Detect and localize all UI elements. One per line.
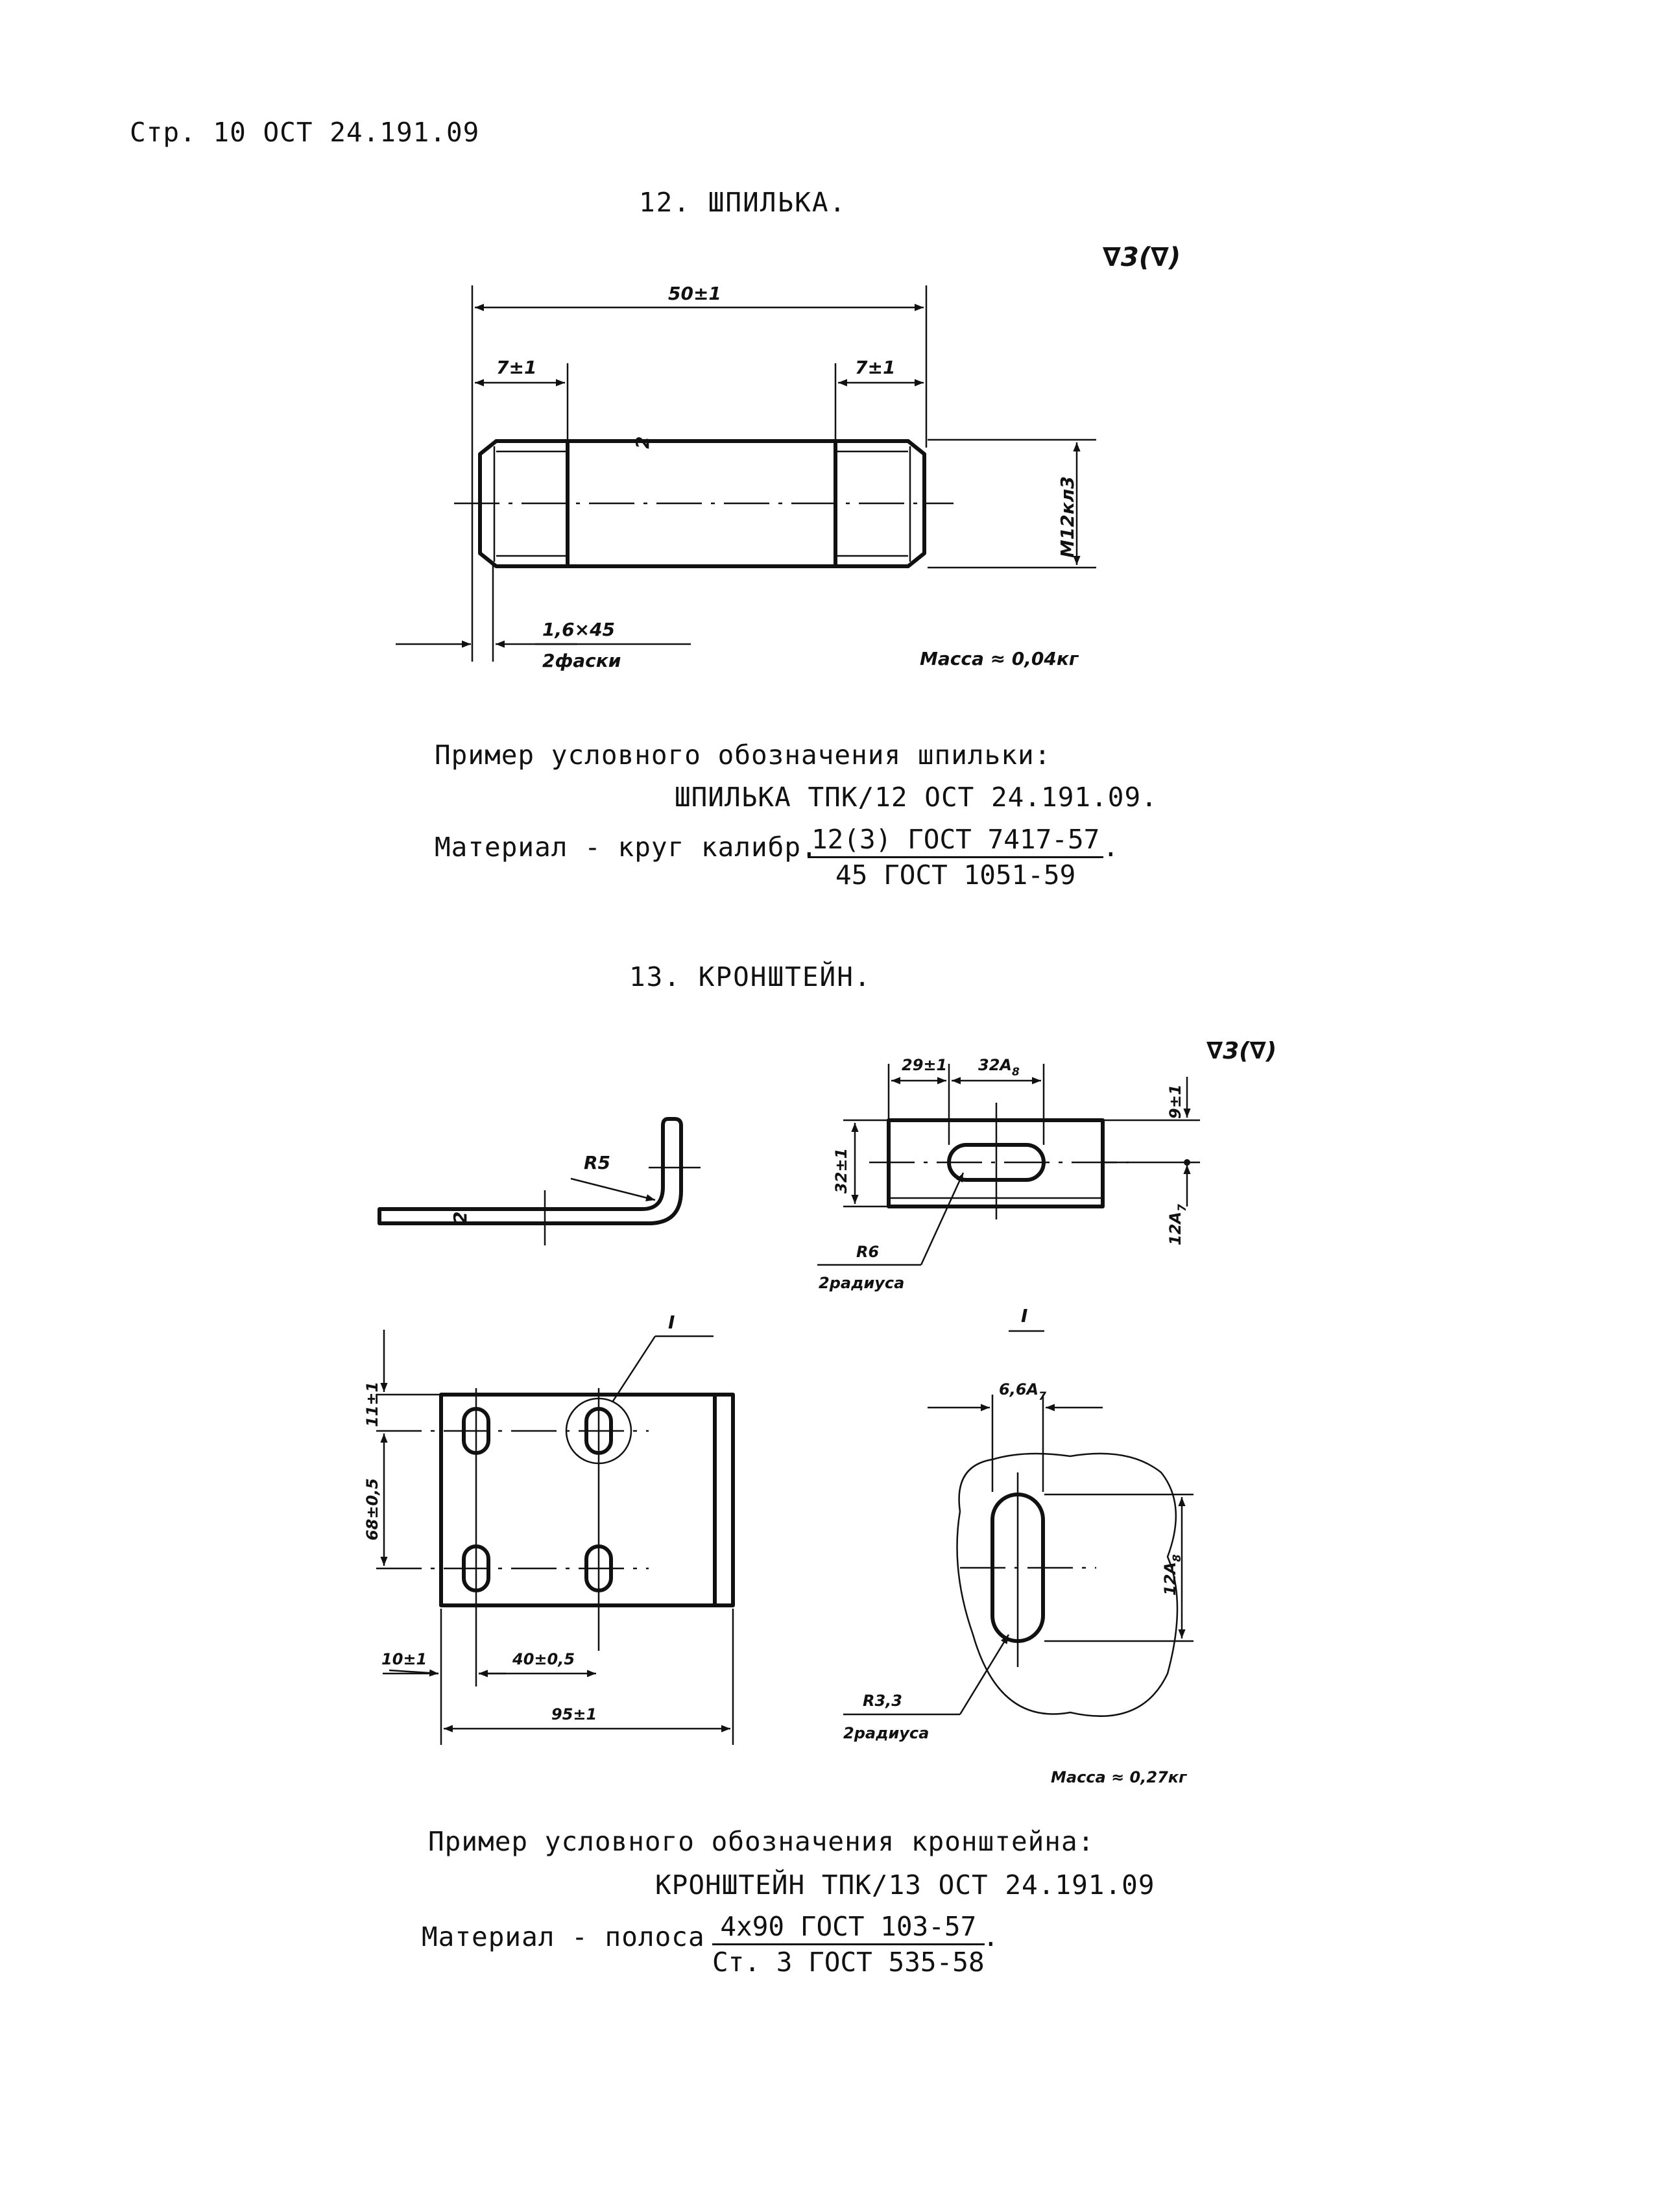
bracket-top-height: 32±1 <box>832 1147 850 1194</box>
bracket-top-radius-note: 2радиуса <box>819 1274 905 1292</box>
stud-chamfer-note: 2фаски <box>542 650 621 671</box>
stud-thread-size: M12кл3 <box>1057 476 1078 558</box>
bracket-front-width: 95±1 <box>551 1705 597 1723</box>
bracket-top-d3: 9±1 <box>1166 1084 1184 1119</box>
stud-drawing <box>396 243 1181 671</box>
stud-thread-right: 7±1 <box>855 357 896 378</box>
bracket-side-radius: R5 <box>584 1152 611 1173</box>
stud-mass: Масса ≈ 0,04кг <box>920 648 1079 669</box>
bracket-front-d-holes: 40±0,5 <box>512 1650 575 1668</box>
bracket-detail-title: I <box>1021 1305 1028 1326</box>
stud-material-numerator: 12(3) ГОСТ 7417-57 <box>808 824 1103 858</box>
bracket-detail-radius-note: 2радиуса <box>843 1724 930 1742</box>
bracket-material-denominator: Ст. 3 ГОСТ 535-58 <box>712 1947 985 1978</box>
bracket-top-d4: $12A_7$ <box>1166 1204 1189 1245</box>
stud-designation: ШПИЛЬКА ТПК/12 ОСТ 24.191.09. <box>675 782 1158 813</box>
bracket-detail-mark: I <box>668 1312 675 1333</box>
bracket-top-d2: $32A_8$ <box>978 1056 1020 1079</box>
bracket-detail-radius: R3,3 <box>863 1692 902 1710</box>
stud-material-end: . <box>1103 832 1120 863</box>
stud-length: 50±1 <box>668 283 721 304</box>
bracket-roughness: ∇3(∇) <box>1206 1038 1277 1064</box>
bracket-drawing <box>363 1038 1277 1786</box>
bracket-front-d-mid: 68±0,5 <box>363 1478 381 1541</box>
stud-chamfer: 1,6×45 <box>542 619 616 640</box>
section-12-title: 12. ШПИЛЬКА. <box>639 187 847 218</box>
bracket-material-numerator: 4x90 ГОСТ 103-57 <box>712 1911 985 1945</box>
bracket-front-d-left: 10±1 <box>381 1650 427 1668</box>
bracket-detail-length: $12A_8$ <box>1161 1554 1184 1596</box>
stud-example-label: Пример условного обозначения шпильки: <box>435 739 1051 771</box>
bracket-mass: Масса ≈ 0,27кг <box>1051 1768 1187 1786</box>
bracket-material-label: Материал - полоса <box>422 1921 705 1952</box>
stud-material-denominator: 45 ГОСТ 1051-59 <box>835 859 1076 891</box>
section-13-title: 13. КРОНШТЕЙН. <box>629 961 872 992</box>
bracket-front-d-top: 11±1 <box>363 1381 381 1427</box>
bracket-side-cut-mark: 2 <box>450 1211 471 1224</box>
stud-roughness: ∇3(∇) <box>1103 243 1181 272</box>
bracket-example-label: Пример условного обозначения кронштейна: <box>428 1826 1095 1857</box>
stud-cut-mark: 2 <box>632 436 653 449</box>
bracket-top-d1: 29±1 <box>902 1056 948 1074</box>
page-header: Стр. 10 ОСТ 24.191.09 <box>130 117 480 148</box>
bracket-material-end: . <box>983 1921 1000 1952</box>
bracket-side-view <box>379 1119 681 1223</box>
bracket-detail-outline <box>957 1454 1178 1716</box>
stud-thread-left: 7±1 <box>496 357 537 378</box>
stud-material-label: Материал - круг калибр. <box>435 832 818 863</box>
bracket-designation: КРОНШТЕЙН ТПК/13 ОСТ 24.191.09 <box>655 1869 1155 1901</box>
bracket-detail-width: $6,6A_7$ <box>999 1380 1046 1403</box>
bracket-top-radius: R6 <box>856 1243 880 1261</box>
